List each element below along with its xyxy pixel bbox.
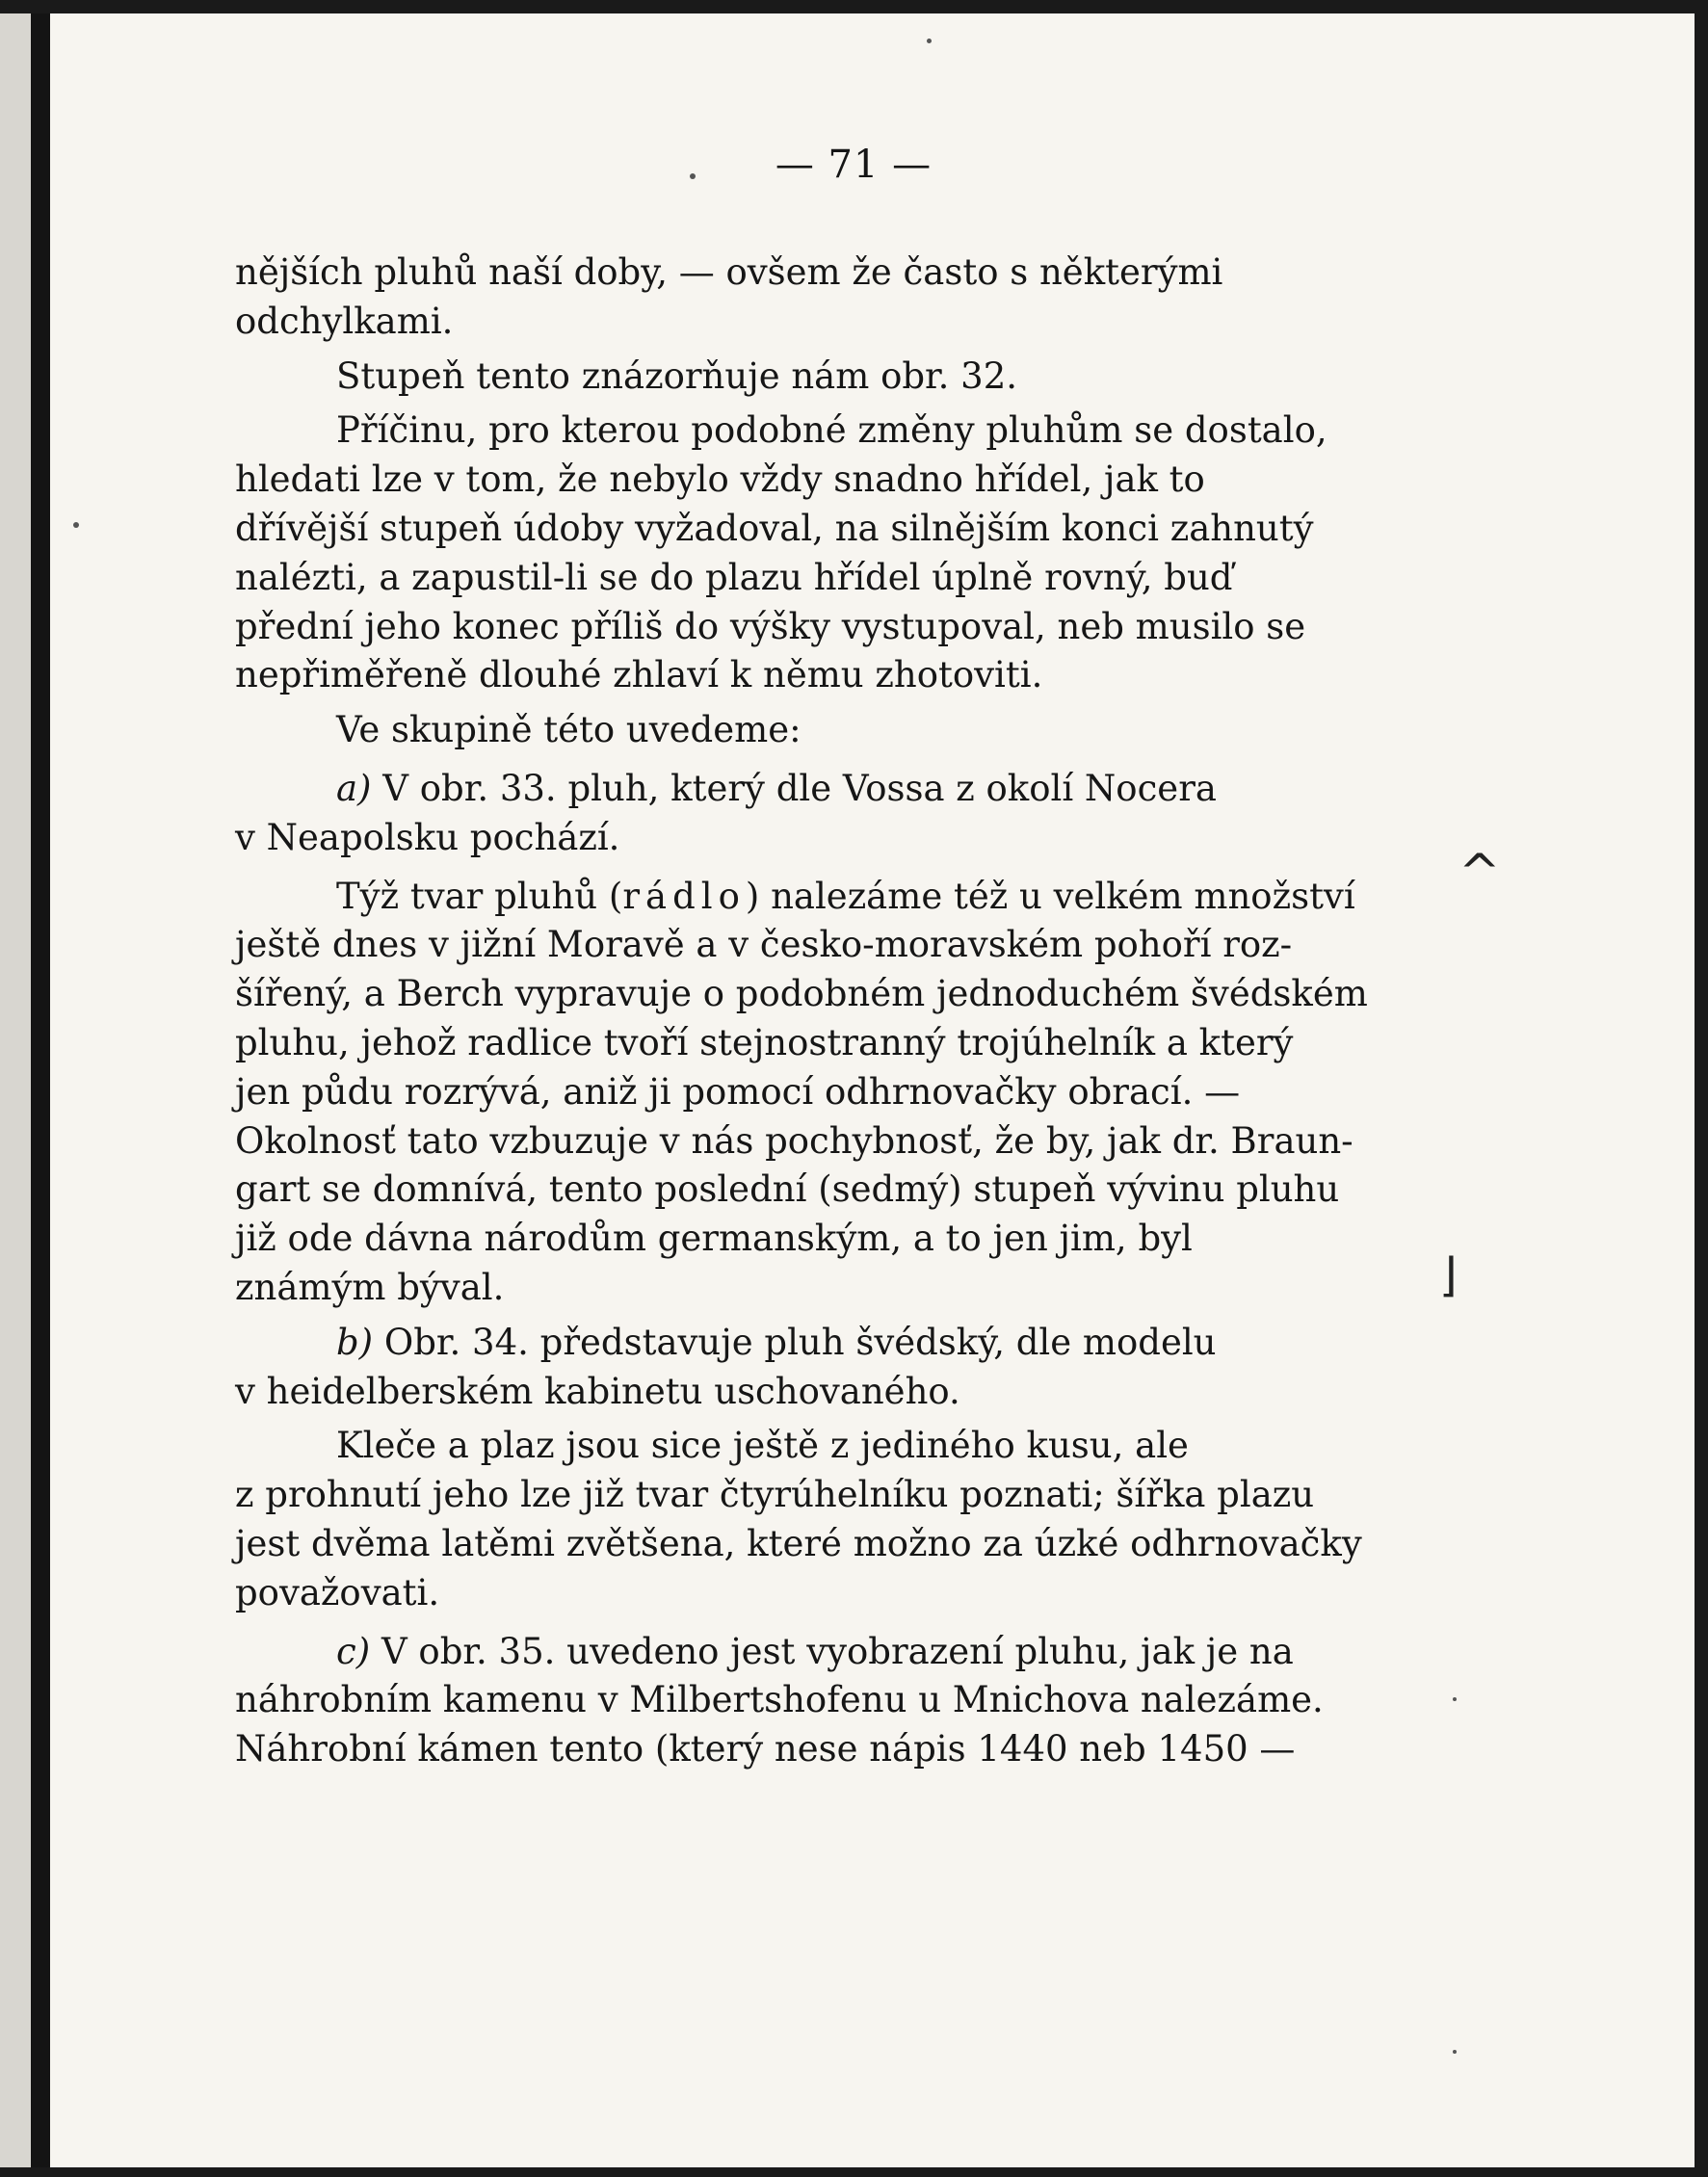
- paragraph: [235, 249, 1445, 347]
- text-line: v Neapolsku pochází.: [235, 816, 620, 858]
- text-line: Ve skupině této uvedeme:: [336, 709, 801, 751]
- text-line: odchylkami.: [235, 300, 454, 342]
- page-binding-shadow: [31, 0, 50, 2177]
- scan-speck: [1453, 1697, 1457, 1701]
- text-line: náhrobním kamenu v Milbertshofenu u Mnichova nalezáme.: [235, 1679, 1324, 1721]
- text-line: Obr. 34. představuje pluh švédský, dle modelu: [383, 1321, 1217, 1363]
- page-right-edge: [1695, 0, 1708, 2177]
- scan-speck: [690, 173, 696, 179]
- body-text: [235, 249, 1445, 1780]
- text-line: hledati lze v tom, že nebylo vždy snadno hřídel, jak to: [235, 459, 1205, 501]
- text-line: již ode dávna národům germanským, a to jen jim, byl: [235, 1218, 1193, 1260]
- paragraph: [235, 1628, 1445, 1774]
- list-marker: b): [336, 1321, 374, 1363]
- page-bottom-edge: [0, 2167, 1708, 2177]
- text-line: dřívější stupeň údoby vyžadoval, na silnějším konci zahnutý: [235, 507, 1314, 549]
- text-line: Kleče a plaz jsou sice ještě z jediného kusu, ale: [336, 1425, 1189, 1467]
- text-line: nalézti, a zapustil-li se do plazu hřídel úplně rovný, buď: [235, 556, 1233, 598]
- text-line: šířený, a Berch vypravuje o podobném jednoduchém švédském: [235, 973, 1368, 1015]
- text-line: přední jeho konec příliš do výšky vystupoval, neb musilo se: [235, 605, 1306, 647]
- text-line: jest dvěma latěmi zvětšena, které možno za úzké odhrnovačky: [235, 1522, 1362, 1564]
- text-line: V obr. 35. uvedeno jest vyobrazení pluhu, jak je na: [381, 1630, 1294, 1672]
- text-line: Okolnosť tato vzbuzuje v nás pochybnosť, že by, jak dr. Braun-: [235, 1119, 1353, 1162]
- text-line: nějších pluhů naší doby, — ovšem že často s některými: [235, 251, 1223, 293]
- paragraph: [235, 873, 1445, 1313]
- scan-speck: [927, 39, 932, 43]
- text-line: jen půdu rozrývá, aniž ji pomocí odhrnovačky obrací. —: [235, 1070, 1241, 1113]
- text-line: Náhrobní kámen tento (který nese nápis 1440 neb 1450 —: [235, 1728, 1296, 1770]
- text-line: nepřiměřeně dlouhé zhlaví k němu zhotoviti.: [235, 654, 1043, 696]
- text-run: Týž tvar pluhů (: [336, 875, 623, 917]
- text-line: pluhu, jehož radlice tvoří stejnostranný trojúhelník a který: [235, 1021, 1294, 1063]
- text-line: známým býval.: [235, 1266, 505, 1308]
- text-run: ) nalezáme též u velkém množství: [745, 875, 1355, 917]
- margin-caret-mark: ^: [1458, 844, 1501, 902]
- paragraph: [235, 706, 1445, 755]
- text-line: považovati.: [235, 1571, 440, 1613]
- paragraph: [235, 1319, 1445, 1417]
- text-line: ještě dnes v jižní Moravě a v česko-moravském pohoří roz-: [235, 924, 1293, 966]
- paragraph: [235, 765, 1445, 863]
- page-number: — 71 —: [775, 143, 933, 187]
- paragraph: [235, 353, 1445, 402]
- page-top-edge: [0, 0, 1708, 13]
- scan-speck: [73, 522, 79, 528]
- scan-speck: [1453, 2050, 1457, 2054]
- list-marker: a): [336, 767, 372, 809]
- text-line: z prohnutí jeho lze již tvar čtyrúhelníku poznati; šířka plazu: [235, 1474, 1315, 1516]
- paragraph: [235, 1422, 1445, 1617]
- list-marker: c): [336, 1630, 371, 1672]
- spaced-term: rádlo: [622, 875, 746, 917]
- text-line: Stupeň tento znázorňuje nám obr. 32.: [336, 354, 1018, 397]
- text-line: V obr. 33. pluh, který dle Vossa z okolí Nocera: [382, 767, 1217, 809]
- text-line: gart se domnívá, tento poslední (sedmý) stupeň vývinu pluhu: [235, 1168, 1340, 1211]
- text-line: v heidelberském kabinetu uschovaného.: [235, 1370, 960, 1412]
- paragraph: [235, 407, 1445, 700]
- text-line: Příčinu, pro kterou podobné změny pluhům se dostalo,: [336, 409, 1327, 452]
- margin-bracket-mark: ⌋: [1439, 1248, 1458, 1302]
